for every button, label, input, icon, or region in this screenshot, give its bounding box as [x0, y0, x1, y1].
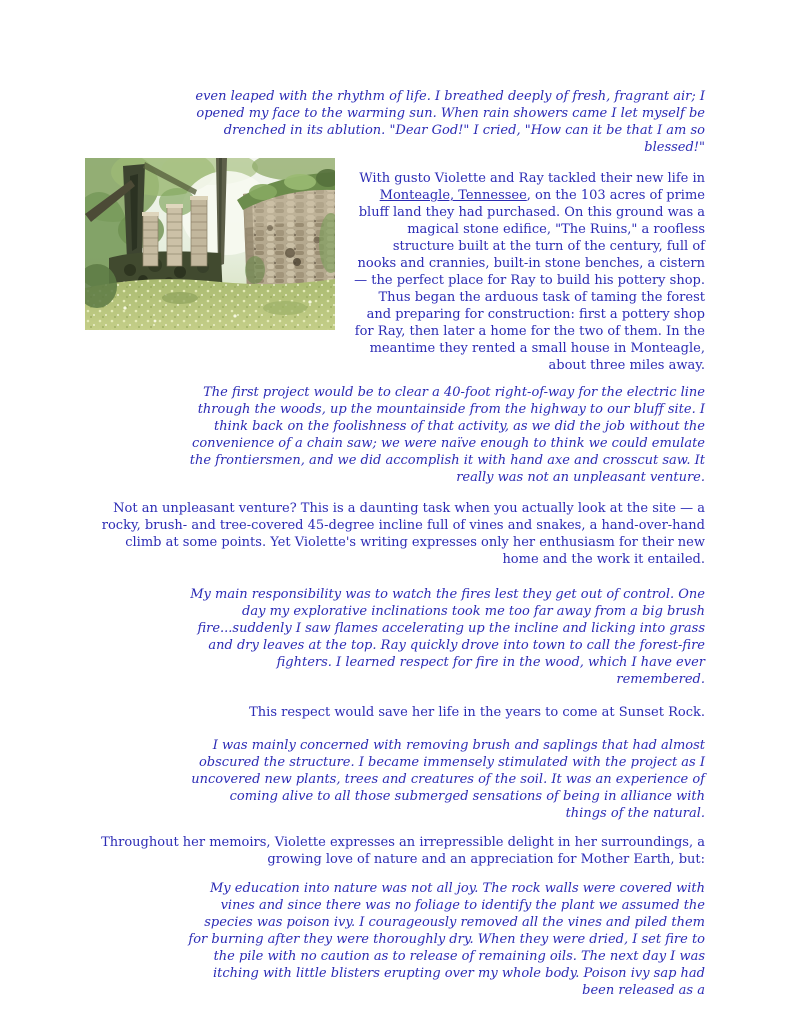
narrative-paragraph-1	[351, 170, 705, 374]
narrative-1-after-link: , on the 103 acres of prime bluff land they had purchased. On this ground was a magical stone edifice, "The Ruins," a roofless structure built at the turn of the century, full of nooks and crannies, built-in stone benches, a cistern — the perfect place for Ray to build his pottery shop. Thus began the arduous task of taming the forest and preparing for construction: first a pottery shop for Ray, then later a home for the two of them. In the meantime they rented a small house in Monteagle, about three miles away.	[354, 188, 705, 373]
quote-paragraph-1: even leaped with the rhythm of life. I breathed deeply of fresh, fragrant air; I opened my face to the warming sun. When rain showers came I let myself be drenched in its ablution. "Dear God!" I cried, "How can it be that I am so blessed!"	[195, 89, 705, 155]
narrative-paragraph-4: Throughout her memoirs, Violette expresses an irrepressible delight in her surroundings, a growing love of nature and an appreciation for Mother Earth, but:	[101, 835, 705, 867]
quote-paragraph-5: My education into nature was not all joy. The rock walls were covered with vines and since there was no foliage to identify the plant we assumed the species was poison ivy. I courageously removed all the vines and piled them for burning after they were thoroughly dry. When they were dried, I set fire to the pile with no caution as to release of remaining oils. The next day I was itching with little blisters erupting over my whole body. Poison ivy sap had been released as a	[188, 881, 705, 998]
narrative-paragraph-2: Not an unpleasant venture? This is a daunting task when you actually look at the site — a rocky, brush- and tree-covered 45-degree incline full of vines and snakes, a hand-over-hand climb at some points. Yet Violette's writing expresses only her enthusiasm for their new home and the work it entailed.	[101, 501, 705, 567]
ruins-photo-illustration	[85, 158, 335, 330]
quote-paragraph-2: The first project would be to clear a 40-foot right-of-way for the electric line through the woods, up the mountainside from the highway to our bluff site. I think back on the foolishness of that activity, as we did the job without the convenience of a chain saw; we were naïve enough to think we could emulate the frontiersmen, and we did accomplish it with hand axe and crosscut saw. It really was not an unpleasant venture.	[189, 385, 705, 485]
narrative-1-before-link: With gusto Violette and Ray tackled their new life in	[359, 171, 705, 186]
narrative-paragraph-3: This respect would save her life in the years to come at Sunset Rock.	[249, 705, 705, 720]
quote-paragraph-4: I was mainly concerned with removing brush and saplings that had almost obscured the structure. I became immensely stimulated with the project as I uncovered new plants, trees and creatures of the soil. It was an experience of coming alive to all those submerged sensations of being in alliance with things of the natural.	[191, 738, 705, 821]
quote-paragraph-3: My main responsibility was to watch the fires lest they get out of control. One day my explorative inclinations took me too far away from a big brush fire...suddenly I saw flames accelerating up the incline and licking into grass and dry leaves at the top. Ray quickly drove into town to call the forest-fire fighters. I learned respect for fire in the wood, which I have ever remembered.	[190, 587, 705, 687]
monteagle-tennessee-link[interactable]: Monteagle, Tennessee	[379, 188, 527, 203]
photo-text-row	[85, 158, 705, 374]
ruins-photo	[85, 158, 335, 330]
